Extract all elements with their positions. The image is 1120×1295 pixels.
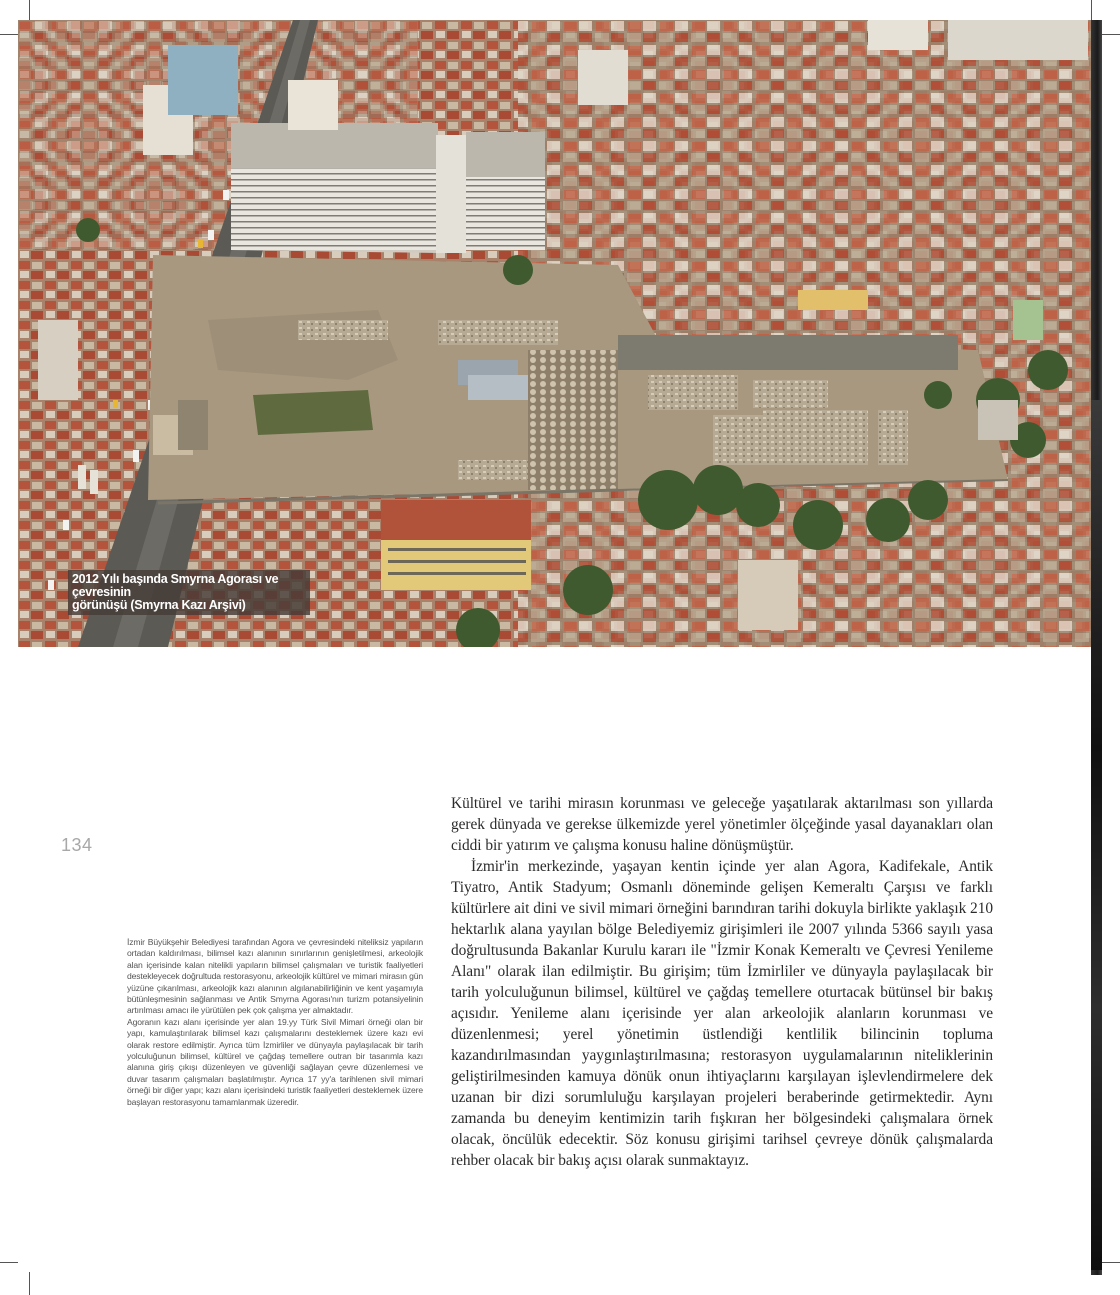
page-edge-shadow xyxy=(1091,400,1102,1270)
page-number: 134 xyxy=(61,835,93,855)
caption-line-1: 2012 Yılı başında Smyrna Agorası ve çevresinin xyxy=(72,572,279,599)
crop-mark xyxy=(29,0,30,20)
main-body-text xyxy=(451,793,993,1171)
crop-mark xyxy=(1102,1262,1120,1263)
body-paragraph: Kültürel ve tarihi mirasın korunması ve geleceğe yaşatılarak aktarılması son yıllarda gerek dünyada ve gerekse ülkemizde yerel yönetimler ölçeğinde yasal dayanakları olan ciddi bir yatırım ve çalışma konusu haline dönüşmüştür. xyxy=(451,795,993,854)
sidenote-paragraph: İzmir Büyükşehir Belediyesi tarafından Agora ve çevresindeki niteliksiz yapıların ortadan kaldırılması, bilimsel kazı alanının sınırlarının genişletilmesi, arkeolojik alan içerisinde kalan nitelikli yapıların bilimsel çalışmaları ve turistik faaliyetleri destekleyecek doğrultuda restorasyonu, arkeolojik kültürel ve mimari mirasın gün yüzüne çıkarılması, arkeolojik kazı alanının algılanabilirliğinin ve kent yaşamıyla bütünleşmesinin sağlanması ve Antik Smyrna Agorası'nın turizm potansiyelinin artırılması amacı ile yürütülen pek çok çalışma yer almaktadır. xyxy=(127,937,423,1016)
aerial-photo-illustration xyxy=(18,20,1091,647)
crop-mark xyxy=(0,34,18,35)
page-edge-strip xyxy=(1091,20,1102,1275)
photo-caption xyxy=(68,570,310,615)
aerial-photo xyxy=(18,20,1091,647)
caption-line-2: görünüşü (Smyrna Kazı Arşivi) xyxy=(72,598,246,612)
body-paragraph: İzmir'in merkezinde, yaşayan kentin içinde yer alan Agora, Kadifekale, Antik Tiyatro, Antik Stadyum; Osmanlı döneminde gelişen Kemeraltı Çarşısı ve farklı kültürlere ait dini ve sivil mimari örneğini barındıran tarihi dokuyla birlikte yaklaşık 210 hektarlık alana yayılan bölge Belediyemiz girişimleri ile 2007 yılında 5366 sayılı yasa doğrultusunda Bakanlar Kurulu kararı ile "İzmir Konak Kemeraltı ve Çevresi Yenileme Alanı" olarak ilan edilmiştir. Bu girişim; tüm İzmirliler ve dünyayla paylaşılacak bir tarih yolculuğunun bilimsel, kültürel ve çağdaş temellere oturtacak bütünsel bir bakış açısıdır. Yenileme alanı içerisinde yer alan arkeolojik alanların korunması ve düzenlenmesi; yerel yönetimin üstlendiği kentlilik bilincinin topluma kazandırılmasından yaygınlaştırılmasına; restorasyon uygulamalarının niteliklerinin geliştirilmesinden kamuya dönük onun ihtiyaçlarını karşılayan işlevlendirmelere dek uzanan bir dizi sorumluluğu karşılayan projeleri beraberinde getirmektedir. Aynı zamanda bu deneyim kentimizin tarih fışkıran her bölgesindeki çalışmalara örnek olacak, öncülük edecektir. Söz konusu girişimi tarihsel çevreye dönük çalışmalarda rehber olacak bir bakış açısı olarak sunmaktayız. xyxy=(451,858,993,1169)
sidenote xyxy=(127,937,423,1108)
crop-mark xyxy=(29,1272,30,1295)
crop-mark xyxy=(1091,0,1092,20)
crop-mark xyxy=(0,1262,18,1263)
sidenote-paragraph: Agoranın kazı alanı içerisinde yer alan 19.yy Türk Sivil Mimari örneği olan bir yapı, kamulaştırılarak bilimsel kazı çalışmalarını desteklemek üzere kazı evi olarak restore edilmiştir. Ayrıca tüm İzmirliler ve dünyayla paylaşılacak bir tarih yolculuğunun bilimsel, kültürel ve çağdaş temellere outran bir tasarımla kazı alanına giriş çıkışı düzenleyen ve güvenliği sağlayan çevre düzenlemesi ve duvar tasarım çalışmaları başlatılmıştır. Ayrıca 17 yy'a tarihlenen sivil mimari örneği bir diğer yapı; kazı alanı içerisindeki turistik faaliyetleri desteklemek üzere başlayan restorasyonu tamamlanmak üzeredir. xyxy=(127,1016,423,1107)
crop-mark xyxy=(1102,34,1120,35)
